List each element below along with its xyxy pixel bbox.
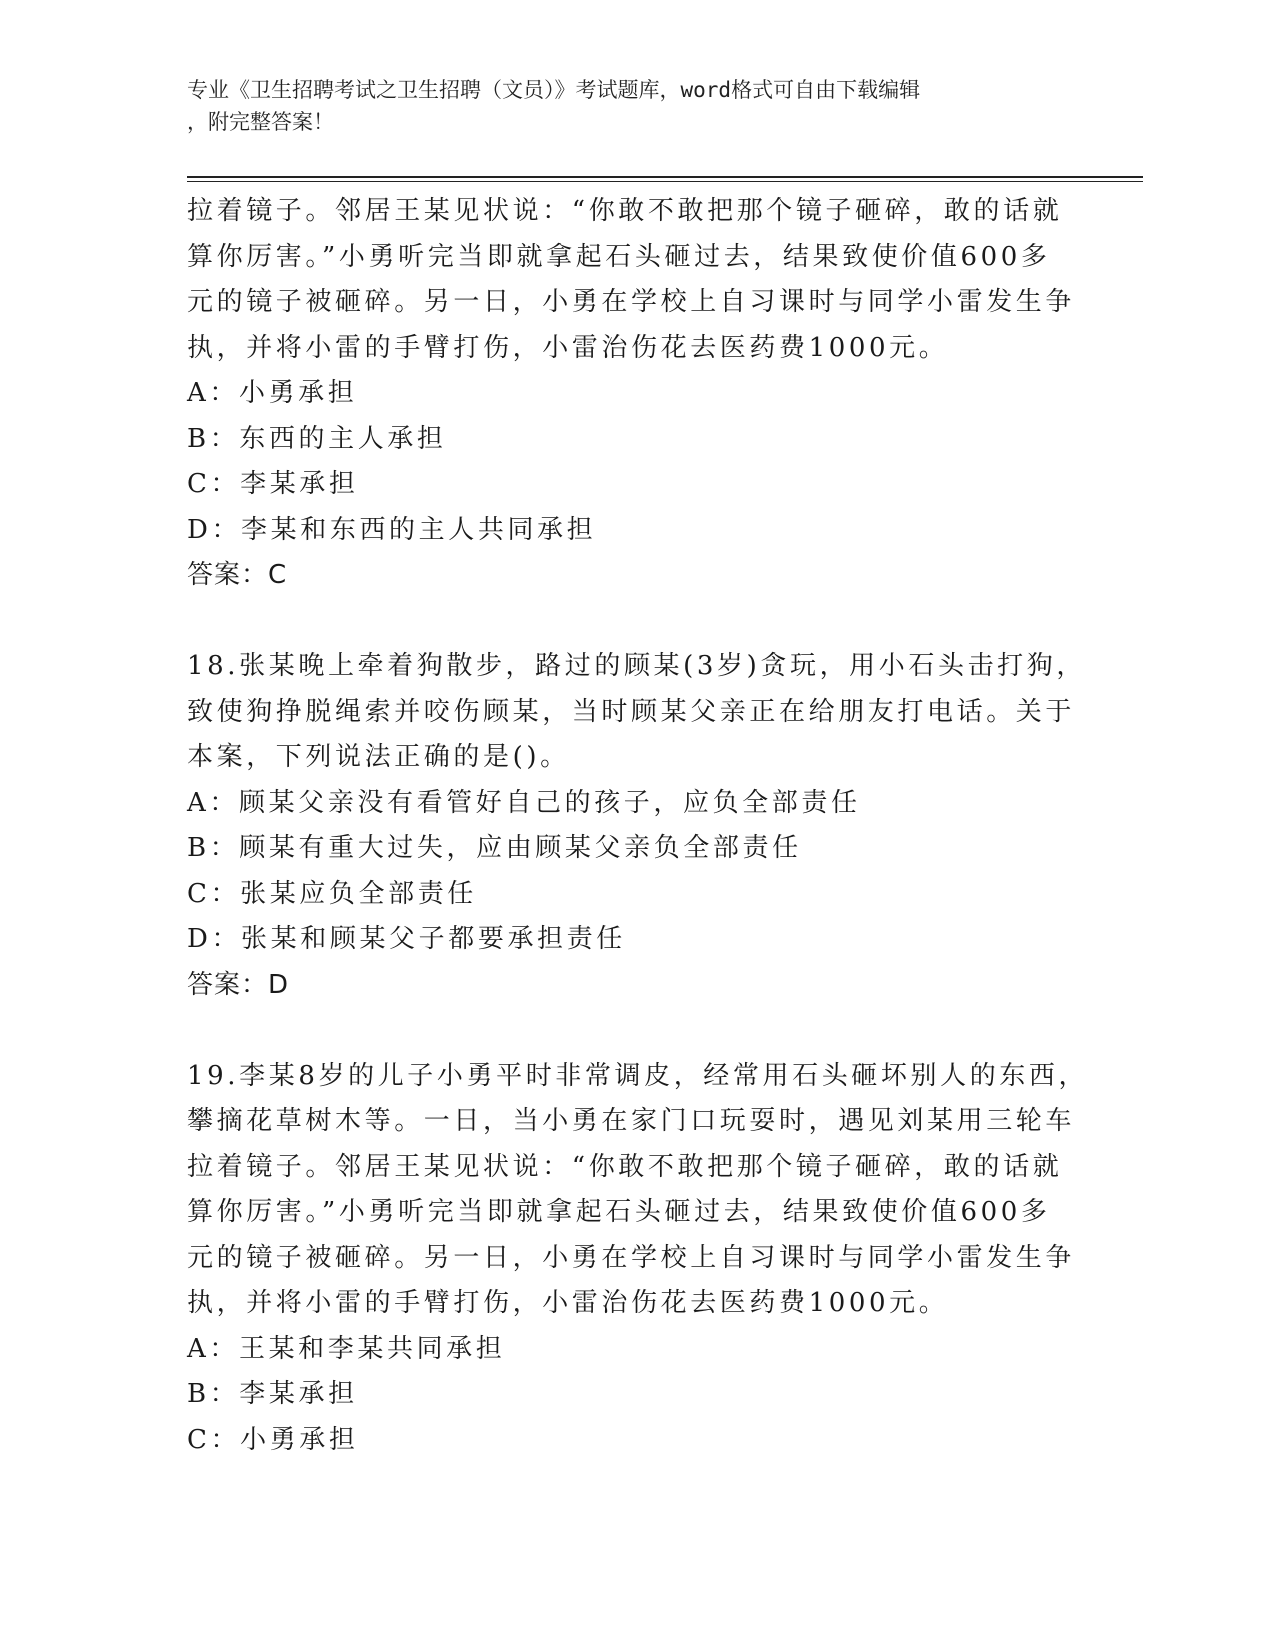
question-text-line: 算你厉害。”小勇听完当即就拿起石头砸过去，结果致使价值600多 (187, 241, 1051, 272)
option-b: B：顾某有重大过失，应由顾某父亲负全部责任 (187, 833, 802, 863)
question-19 (187, 1054, 1089, 1464)
answer-line: 答案：C (187, 560, 288, 590)
option-a: A：王某和李某共同承担 (187, 1333, 506, 1364)
question-text-line: 攀摘花草树木等。一日，当小勇在家门口玩耍时，遇见刘某用三轮车 (187, 1106, 1076, 1136)
question-17-continued (187, 189, 1076, 599)
header-line-2: ，附完整答案！ (187, 110, 334, 134)
question-text-line: 致使狗挣脱绳索并咬伤顾某，当时顾某父亲正在给朋友打电话。关于 (187, 696, 1076, 727)
spacer (187, 1008, 1067, 1054)
option-b: B：李某承担 (187, 1379, 358, 1409)
question-text-line: 拉着镜子。邻居王某见状说：“你敢不敢把那个镜子砸碎，敢的话就 (187, 196, 1063, 226)
question-text-line: 元的镜子被砸碎。另一日，小勇在学校上自习课时与同学小雷发生争 (187, 287, 1076, 317)
page-header (187, 74, 1067, 138)
answer-line: 答案：D (187, 969, 290, 1000)
question-18 (187, 644, 1086, 1008)
option-d: D：李某和东西的主人共同承担 (187, 514, 597, 545)
question-text-line: 拉着镜子。邻居王某见状说：“你敢不敢把那个镜子砸碎，敢的话就 (187, 1151, 1063, 1182)
document-body (187, 189, 1089, 1463)
header-rule-thick (187, 176, 1143, 178)
option-c: C：张某应负全部责任 (187, 878, 477, 909)
question-text-line: 元的镜子被砸碎。另一日，小勇在学校上自习课时与同学小雷发生争 (187, 1242, 1076, 1273)
question-text-line: 执，并将小雷的手臂打伤，小雷治伤花去医药费1000元。 (187, 1288, 949, 1318)
option-b: B：东西的主人承担 (187, 423, 447, 454)
option-a: A：顾某父亲没有看管好自己的孩子，应负全部责任 (187, 787, 861, 818)
option-c: C：李某承担 (187, 469, 359, 499)
header-rule-thin (187, 181, 1143, 182)
option-c: C：小勇承担 (187, 1424, 359, 1455)
question-text-line: 19.李某8岁的儿子小勇平时非常调皮，经常用石头砸坏别人的东西， (187, 1060, 1089, 1091)
question-text-line: 本案，下列说法正确的是()。 (187, 742, 570, 772)
option-d: D：张某和顾某父子都要承担责任 (187, 924, 626, 954)
question-text-line: 18.张某晚上牵着狗散步，路过的顾某(3岁)贪玩，用小石头击打狗， (187, 651, 1086, 681)
question-text-line: 执，并将小雷的手臂打伤，小雷治伤花去医药费1000元。 (187, 332, 949, 363)
header-line-1: 专业《卫生招聘考试之卫生招聘（文员）》考试题库，word格式可自由下载编辑 (187, 78, 921, 102)
spacer (187, 599, 1067, 645)
option-a: A：小勇承担 (187, 378, 358, 408)
question-text-line: 算你厉害。”小勇听完当即就拿起石头砸过去，结果致使价值600多 (187, 1197, 1051, 1227)
